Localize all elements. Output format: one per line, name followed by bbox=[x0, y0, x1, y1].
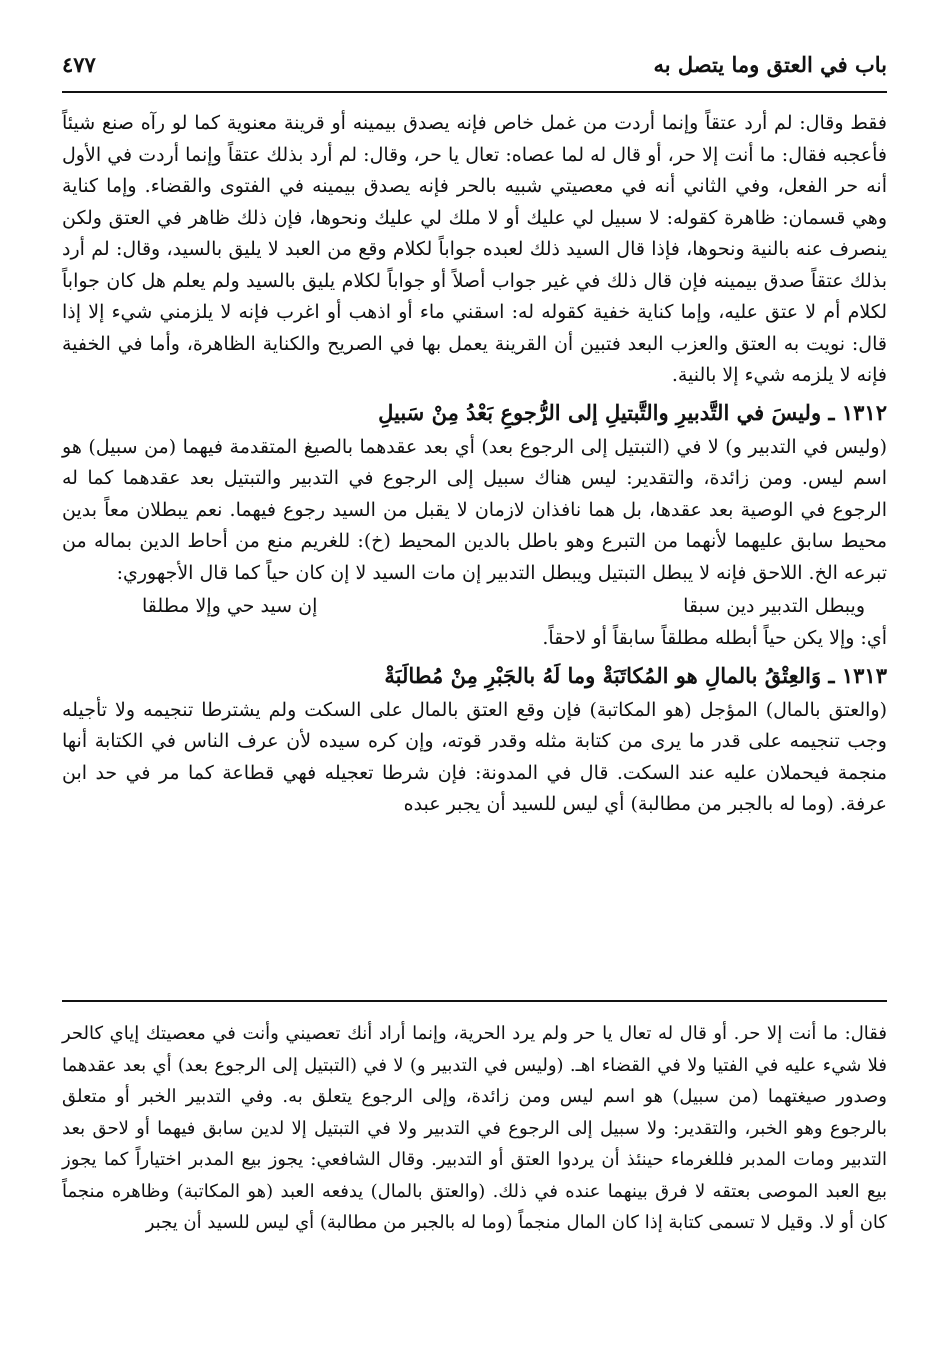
footnote-divider bbox=[62, 1000, 887, 1002]
footnotes-section bbox=[62, 1018, 887, 1239]
commentary-paragraph: (والعتق بالمال) المؤجل (هو المكاتبة) فإن وقع العتق بالمال على السكت ولم يشترطا تنجيمه ولا تأجيله وجب تنجيمه على قدر ما يرى من كتابة مثله وقدر قوته، وإن كره سيده لأن عرف الناس في الكتابة أنها منجمة فيحملان عليه عند السكت. قال في المدونة: فإن شرطا تعجيله فهي قطاعة كما مر في حد ابن عرفة. (وما له بالجبر من مطالبة) أي ليس للسيد أن يجبر عبده bbox=[62, 698, 887, 815]
poem-line bbox=[142, 589, 865, 623]
header-divider bbox=[62, 91, 887, 93]
poem-first-hemistich: ويبطل التدبير دين سبقا bbox=[683, 595, 865, 617]
page-header bbox=[62, 38, 887, 90]
footnote-text: فقال: ما أنت إلا حر. أو قال له تعال يا حر ولم يرد الحرية، وإنما أراد أنك تعصيني وأنت في معصيتك إياي كالحر فلا شيء عليه في الفتيا ولا في القضاء اهـ. (وليس في التدبير و) لا في (التبتيل إلى الرجوع بعد) أي بعد عقدهما وصدور صيغتهما (من سبيل) هو اسم ليس ومن زائدة، وإلى الرجوع يتعلق به. وفي التدبير الخبر أو متعلق بالرجوع وهو الخبر، والتقدير: ولا سبيل إلى الرجوع في التدبير ولا في التبتيل إلا لدين سابق فيهما أو لاحق بعد التدبير ومات المدبر فللغرماء حينئذ أن يردوا العتق أو التدبير. وقال الشافعي: يجوز بيع المدبر اختياراً كما يجوز بيع العبد الموصى بعتقه لا فرق بينهما عنده في ذلك. (والعتق بالمال) يدفعه العبد (هو المكاتبة) وظاهره منجماً كان أو لا. وقيل لا تسمى كتابة إذا كان المال منجماً (وما له بالجبر من مطالبة) أي ليس للسيد أن يجبر bbox=[62, 1023, 887, 1233]
commentary-paragraph: فقط وقال: لم أرد عتقاً وإنما أردت من غمل خاص فإنه يصدق بيمينه أو قرينة معنوية كما لو رآه صنع شيئاً فأعجبه فقال: ما أنت إلا حر، أو قال له لما عصاه: تعال يا حر، وقال: لم أرد بذلك عتقاً وإنما أردت في الأول أنه حر الفعل، وفي الثاني أنه في معصيتي شبيه بالحر فإنه يصدق بيمينه في الفتوى والقضاء. وإما كناية وهي قسمان: ظاهرة كقوله: لا سبيل لي عليك أو لا ملك لي عليك ونحوها، فإن ذلك ظاهر في العتق ولكن ينصرف عنه بالنية ونحوها، فإذا قال السيد ذلك لعبده جواباً لكلام وقع من العبد لا يليق بالسيد، وقال: لم أرد بذلك عتقاً صدق بيمينه فإن قال ذلك في غير جواب أصلاً أو جواباً لكلام يليق بالسيد ولم يعلم هل كان جواباً لكلام أم لا عتق عليه، وإما كناية خفية كقوله له: اسقني ماء أو اذهب أو اغرب فإنه لا يلزمني شيء إلا إذا قال: نويت به العتق والعزب البعد فتبين أن القرينة يعمل بها في الصريح والكناية الظاهرة، وأما في الخفية فإنه لا يلزمه شيء إلا بالنية. bbox=[62, 112, 887, 386]
page-number: ٤٧٧ bbox=[62, 52, 96, 77]
poem-second-hemistich: إن سيد حي وإلا مطلقا bbox=[142, 595, 318, 617]
verse-1313: ١٣١٣ ـ وَالعِتْقُ بالمالِ هو المُكاتَبَةْ وما لَهُ بالجَبْرِ مِنْ مُطالَبَةْ bbox=[384, 662, 887, 688]
book-page bbox=[62, 38, 887, 1328]
commentary-paragraph: أي: وإلا يكن حياً أبطله مطلقاً سابقاً أو لاحقاً. bbox=[542, 627, 887, 649]
chapter-title: باب في العتق وما يتصل به bbox=[653, 52, 887, 77]
main-text bbox=[62, 108, 887, 821]
verse-1312: ١٣١٢ ـ وليسَ في التَّدبيرِ والتَّبتيلِ إلى الرُّجوعِ بَعْدُ مِنْ سَبيلِ bbox=[378, 399, 887, 425]
commentary-paragraph: (وليس في التدبير و) لا في (التبتيل إلى الرجوع بعد) أي بعد عقدهما بالصيغ المتقدمة فيهما (من سبيل) هو اسم ليس. ومن زائدة، والتقدير: ليس هناك سبيل إلى الرجوع في التدبير والتبتيل بعد عقدهما كما له الرجوع في الوصية بعد عقدها، بل هما نافذان لازمان لا يقبل من السيد رجوع فيهما. نعم يبطلان معاً بدين محيط سابق عليهما لأنهما من التبرع وهو باطل بالدين المحيط (خ): للغريم منع من أحاط الدين بماله من تبرعه الخ. اللاحق فإنه لا يبطل التبتيل ويبطل التدبير إن مات السيد لا إن كان حياً كما قال الأجهوري: bbox=[62, 435, 887, 584]
